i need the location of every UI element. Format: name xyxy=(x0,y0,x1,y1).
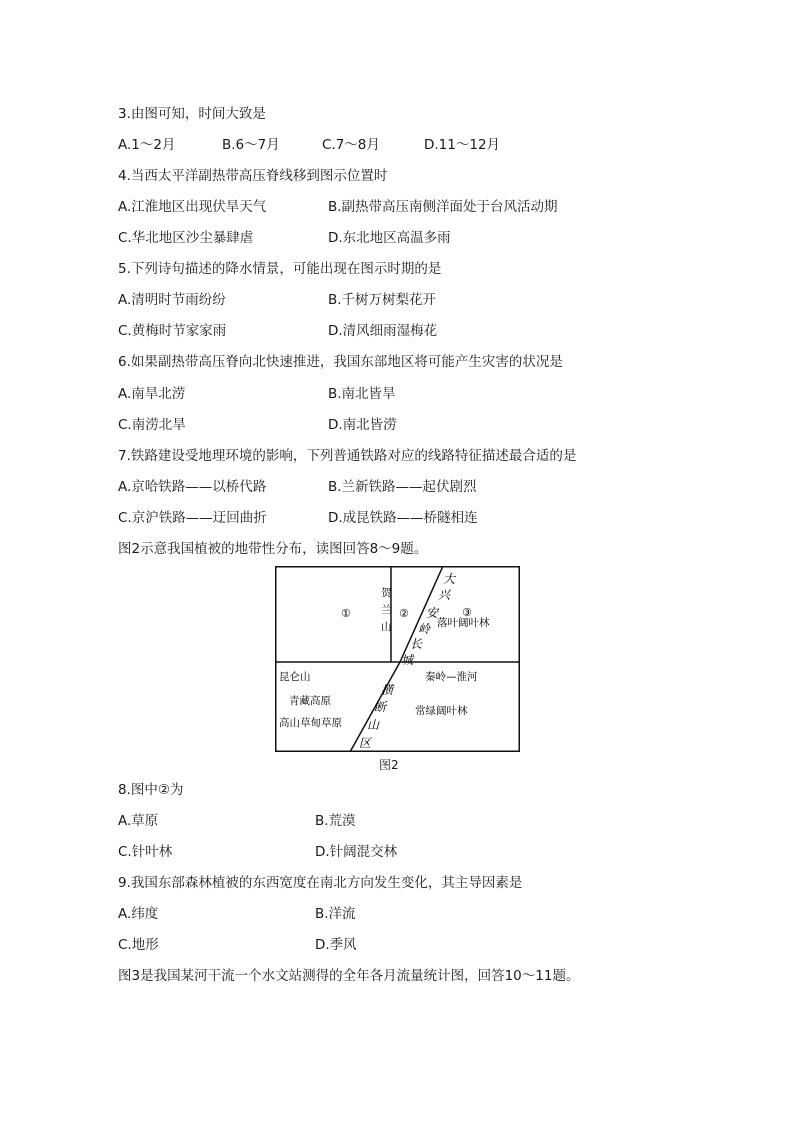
q7-option-a: A.京哈铁路——以桥代路 xyxy=(118,479,267,495)
daxing-char-3: 安 xyxy=(426,606,439,620)
helan-char-1: 贺 xyxy=(381,587,392,599)
evergreen-forest-label: 常绿阔叶林 xyxy=(415,705,468,717)
q5-option-c: C.黄梅时节家家雨 xyxy=(118,323,227,339)
q3-option-b: B.6～7月 xyxy=(222,137,280,153)
q3-option-d: D.11～12月 xyxy=(424,137,501,153)
question-6-stem: 6.如果副热带高压脊向北快速推进，我国东部地区将可能产生灾害的状况是 xyxy=(118,354,563,370)
question-4-stem: 4.当西太平洋副热带高压脊线移到图示位置时 xyxy=(118,168,388,184)
hengduan-char-4: 区 xyxy=(359,736,372,750)
q9-option-d: D.季风 xyxy=(315,937,357,953)
q5-option-d: D.清风细雨湿梅花 xyxy=(328,323,438,339)
q9-option-a: A.纬度 xyxy=(118,906,159,922)
qingzang-label: 青藏高原 xyxy=(289,695,331,707)
question-8-stem: 8.图中②为 xyxy=(118,782,184,798)
daxing-char-1: 大 xyxy=(443,572,456,586)
q5-option-a: A.清明时节雨纷纷 xyxy=(118,292,226,308)
q8-option-d: D.针阔混交林 xyxy=(315,844,398,860)
question-9-stem: 9.我国东部森林植被的东西宽度在南北方向发生变化，其主导因素是 xyxy=(118,875,523,891)
marker-1: ① xyxy=(341,607,351,620)
larch-forest-label: 落叶阔叶林 xyxy=(437,617,490,629)
figure-2-diagram xyxy=(275,566,520,752)
daxing-char-6: 城 xyxy=(401,653,414,667)
q7-option-b: B.兰新铁路——起伏剧烈 xyxy=(328,479,477,495)
q9-option-c: C.地形 xyxy=(118,937,159,953)
q8-option-a: A.草原 xyxy=(118,813,159,829)
q7-option-c: C.京沪铁路——迂回曲折 xyxy=(118,510,267,526)
question-3-stem: 3.由图可知，时间大致是 xyxy=(118,106,266,122)
alpine-meadow-label: 高山草甸草原 xyxy=(279,717,342,729)
helan-char-2: 兰 xyxy=(381,604,392,616)
figure-3-intro: 图3是我国某河干流一个水文站测得的全年各月流量统计图，回答10～11题。 xyxy=(118,968,580,984)
q8-option-b: B.荒漠 xyxy=(315,813,356,829)
q6-option-b: B.南北皆旱 xyxy=(328,386,396,402)
qinling-huaihe-label: 秦岭—淮河 xyxy=(425,671,478,683)
q4-option-d: D.东北地区高温多雨 xyxy=(328,230,451,246)
q5-option-b: B.千树万树梨花开 xyxy=(328,292,437,308)
question-5-stem: 5.下列诗句描述的降水情景，可能出现在图示时期的是 xyxy=(118,261,442,277)
q4-option-c: C.华北地区沙尘暴肆虐 xyxy=(118,230,254,246)
hengduan-char-2: 断 xyxy=(374,700,387,714)
kunlun-label: 昆仑山 xyxy=(279,671,311,683)
q7-option-d: D.成昆铁路——桥隧相连 xyxy=(328,510,478,526)
marker-3: ③ xyxy=(462,606,472,619)
hengduan-char-3: 山 xyxy=(367,718,380,732)
q9-option-b: B.洋流 xyxy=(315,906,356,922)
daxing-char-4: 岭 xyxy=(418,622,431,636)
q3-option-c: C.7～8月 xyxy=(322,137,380,153)
q3-option-a: A.1～2月 xyxy=(118,137,176,153)
daxing-char-5: 长 xyxy=(410,637,423,651)
q4-option-a: A.江淮地区出现伏旱天气 xyxy=(118,199,267,215)
figure-2-intro: 图2示意我国植被的地带性分布，读图回答8～9题。 xyxy=(118,541,428,557)
hengduan-char-1: 横 xyxy=(381,683,394,697)
q6-option-a: A.南旱北涝 xyxy=(118,386,186,402)
figure-2-caption: 图2 xyxy=(379,758,399,772)
q6-option-c: C.南涝北旱 xyxy=(118,417,186,433)
q4-option-b: B.副热带高压南侧洋面处于台风活动期 xyxy=(328,199,558,215)
question-7-stem: 7.铁路建设受地理环境的影响，下列普通铁路对应的线路特征描述最合适的是 xyxy=(118,448,577,464)
q6-option-d: D.南北皆涝 xyxy=(328,417,397,433)
q8-option-c: C.针叶林 xyxy=(118,844,173,860)
daxing-char-2: 兴 xyxy=(438,588,451,602)
helan-char-3: 山 xyxy=(381,621,392,633)
marker-2: ② xyxy=(399,607,409,620)
